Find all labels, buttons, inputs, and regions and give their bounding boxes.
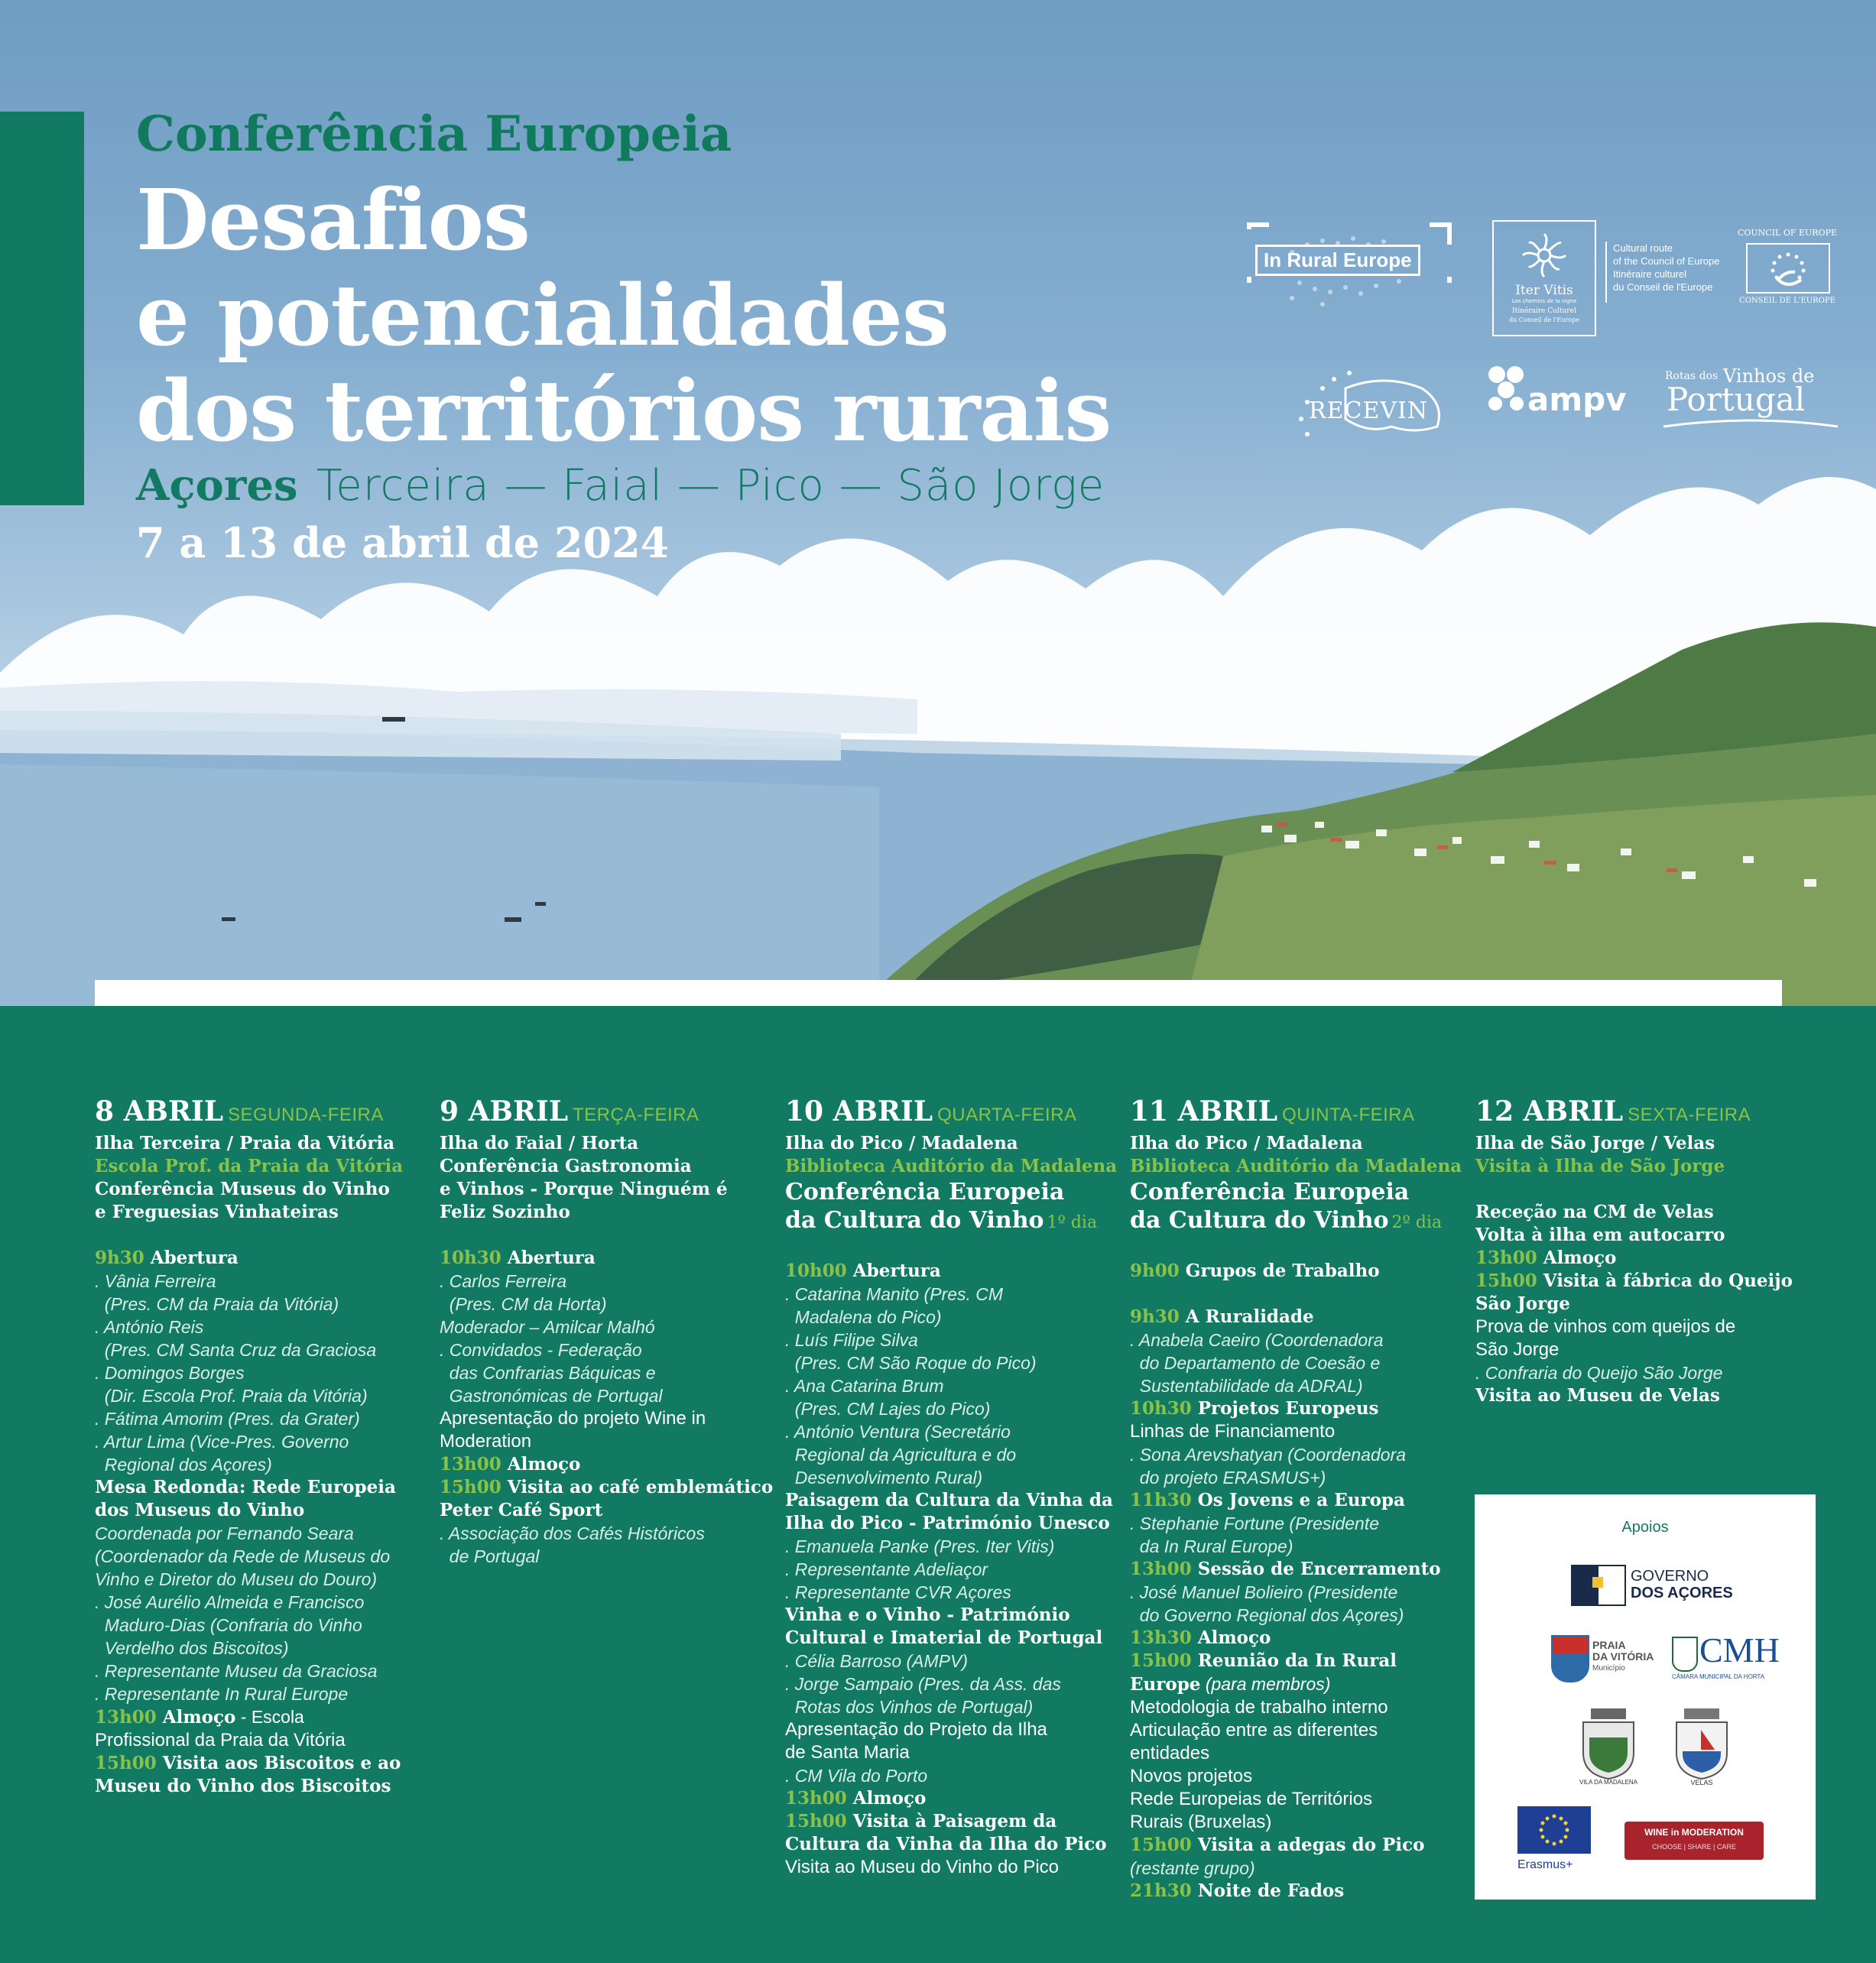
program-line: e Freguesias Vinhateiras [95,1202,339,1222]
program-item: Os Jovens e a Europa [1197,1490,1405,1510]
program-line: Apresentação do projeto Wine in [440,1408,706,1429]
spacer [1130,1237,1466,1260]
spacer [1130,1283,1466,1306]
eu-flag-icon [1517,1806,1591,1854]
program-line: . José Manuel Bolieiro (Presidente [1130,1582,1398,1602]
program-line: Museu do Vinho dos Biscoitos [95,1776,391,1796]
program-line: Rede Europeias de Territórios [1130,1789,1373,1809]
horta-shield-icon [1672,1637,1698,1672]
program-line: Linhas de Financiamento [1130,1421,1336,1442]
program-line: . Domingos Borges [95,1363,245,1383]
program-line: Prova de vinhos com queijos de [1475,1316,1736,1337]
program-line [1130,1306,1466,1329]
supporters-box [1475,1494,1816,1900]
event-dates: 7 a 13 de abril de 2024 [136,518,670,567]
day-date: 10 ABRIL [785,1095,933,1128]
program-line [785,1787,1121,1810]
program-line: Apresentação do Projeto da Ilha [785,1719,1047,1740]
program-line: (restante grupo) [1130,1858,1255,1878]
vine-sun-icon [1521,232,1567,278]
day-weekday: QUINTA-FEIRA [1282,1105,1415,1125]
program-line: Biblioteca Auditório da Madalena [785,1156,1118,1176]
program-line: de Santa Maria [785,1742,910,1763]
council-of-europe-logo: COUNCIL OF EUROPE CONSEIL DE L'EUROPE [1737,228,1838,305]
program-item: Almoço [1197,1627,1271,1648]
program-time: 10h30 [440,1248,501,1268]
program-line: Peter Café Sport [440,1500,603,1520]
program-item: Abertura [507,1248,596,1268]
program-line: Vinha e o Vinho - Património [785,1604,1070,1625]
program-line: Escola Prof. da Praia da Vitória [95,1156,404,1176]
event-title-line-2: e potencialidades [136,266,949,365]
program-line: Sustentabilidade da ADRAL) [1130,1376,1363,1396]
program-line: Visita à Ilha de São Jorge [1475,1156,1725,1176]
day-column [1475,1095,1812,1407]
program-time: 10h30 [1130,1398,1192,1419]
program-line: Conferência Museus do Vinho [95,1179,390,1199]
day-heading [440,1095,776,1132]
program-line: . Fátima Amorim (Pres. da Grater) [95,1409,360,1429]
program-line: . Associação dos Cafés Históricos [440,1523,705,1543]
program-line [95,1247,431,1270]
event-islands: Terceira — Faial — Pico — São Jorge [316,461,1105,511]
program-time: 13h00 [1475,1248,1537,1268]
program-time: 13h00 [1130,1559,1192,1579]
program-item: Abertura [150,1248,239,1268]
erasmus-logo: Erasmus+ [1517,1806,1591,1875]
program-line [1475,1247,1812,1270]
program-item: Visita aos Biscoitos e ao [162,1753,401,1773]
program-line: Regional da Agricultura e do [785,1445,1017,1465]
program-line: Gastronómicas de Portugal [440,1386,663,1406]
program-line: . Convidados - Federação [440,1340,642,1360]
day-weekday: TERÇA-FEIRA [573,1105,699,1125]
program-item: Visita a adegas do Pico [1197,1835,1425,1855]
spacer [95,1224,431,1247]
day-heading [95,1095,431,1132]
program-time: 13h30 [1130,1627,1192,1648]
madalena-crest-logo: VILA DA MADALENA [1574,1707,1643,1791]
program-line: . Sona Arevshatyan (Coordenadora [1130,1445,1406,1465]
conference-title [1130,1206,1466,1237]
program-line: São Jorge [1475,1339,1560,1360]
conference-title [785,1178,1121,1206]
day-heading [785,1095,1121,1132]
iter-vitis-logo: Iter Vitis Les chemins de la vigne Itinéraire Culturel du Conseil de l'Europe [1492,220,1596,336]
program-item: Sessão de Encerramento [1197,1559,1441,1579]
program-line: Coordenada por Fernando Seara [95,1523,354,1543]
velas-crest-logo: VELAS [1667,1707,1736,1791]
program-line [1130,1489,1466,1512]
program-line: (Pres. CM da Praia da Vitória) [95,1294,339,1314]
program-line: Madalena do Pico) [785,1307,942,1327]
program-line: . Jorge Sampaio (Pres. da Ass. das [785,1674,1061,1694]
program-line: Paisagem da Cultura da Vinha da [785,1490,1113,1510]
program-line [1130,1397,1466,1420]
event-title-line-3: dos territórios rurais [136,362,1112,460]
program-line: . Célia Barroso (AMPV) [785,1651,969,1671]
program-line: Rurais (Bruxelas) [1130,1812,1272,1832]
event-region: Açores [136,460,298,511]
program-item: A Ruralidade [1185,1306,1314,1327]
program-item: Europe [1130,1674,1201,1695]
program-item: Visita à Paisagem da [852,1811,1057,1832]
day-date: 8 ABRIL [95,1095,224,1128]
program-line: . António Ventura (Secretário [785,1422,1011,1442]
program-line: (Pres. CM São Roque do Pico) [785,1353,1037,1373]
azores-flag-icon [1571,1565,1626,1606]
day-date: 9 ABRIL [440,1095,569,1128]
program-line: do projeto ERASMUS+) [1130,1468,1326,1488]
program-line: Biblioteca Auditório da Madalena [1130,1156,1462,1176]
program-time: 9h00 [1130,1261,1180,1281]
conference-title [1130,1178,1466,1206]
day-heading [1475,1095,1812,1132]
program-line: Desenvolvimento Rural) [785,1468,983,1488]
conference-title-text: Conferência Europeia [1130,1179,1410,1205]
program-item: Almoço [852,1788,927,1809]
program-line [785,1810,1121,1833]
governo-acores-logo: GOVERNO DOS AÇORES [1571,1565,1724,1606]
program-item: Reunião da In Rural [1197,1650,1397,1671]
program-line: da In Rural Europe) [1130,1536,1293,1556]
program-time: 13h00 [785,1788,847,1809]
program-line: Regional dos Açores) [95,1455,272,1475]
program-item: Visita à fábrica do Queijo [1543,1270,1793,1291]
program-time: 15h00 [440,1477,501,1497]
program-item: Almoço [507,1454,581,1475]
program-line: Ilha do Pico - Património Unesco [785,1513,1110,1533]
program-line: . Artur Lima (Vice-Pres. Governo [95,1432,349,1452]
program-line [1130,1260,1466,1283]
accent-bar [0,112,84,505]
day-column [95,1095,431,1798]
program-line: Rotas dos Vinhos de Portugal) [785,1697,1034,1717]
day-column [1130,1095,1466,1903]
program-line [1130,1880,1466,1903]
program-time: 15h00 [1475,1270,1537,1291]
program-time: 13h00 [95,1707,157,1728]
program-line: . Representante CVR Açores [785,1582,1011,1602]
program-line: Cultural e Imaterial de Portugal [785,1627,1103,1648]
program-item: Noite de Fados [1197,1880,1345,1901]
program-line: Cultura da Vinha da Ilha do Pico [785,1834,1107,1854]
program-time: 10h00 [785,1261,847,1281]
conference-title-text: da Cultura do Vinho [1130,1207,1389,1234]
conference-title-text: da Cultura do Vinho [785,1207,1044,1234]
spacer [440,1224,776,1247]
program-line: (Coordenador da Rede de Museus do [95,1546,391,1566]
coe-flag-icon [1746,243,1830,294]
program-item: Almoço [162,1707,236,1728]
program-time: 21h30 [1130,1880,1192,1901]
praia-da-vitoria-logo: PRAIA DA VITÓRIA Município [1551,1635,1666,1682]
program-line: Visita ao Museu do Vinho do Pico [785,1857,1060,1877]
program-item: Almoço [1543,1248,1617,1268]
day-weekday: QUARTA-FEIRA [937,1105,1077,1125]
program-line: Maduro-Dias (Confraria do Vinho [95,1615,362,1635]
program-line: Visita ao Museu de Velas [1475,1385,1720,1406]
in-rural-europe-logo: In Rural Europe [1246,222,1452,313]
program-line [1130,1673,1466,1696]
conference-day-label: 2º dia [1391,1213,1443,1232]
program-line: do Departamento de Coesão e [1130,1353,1381,1373]
supporters-title: Apoios [1621,1519,1669,1536]
program-line: Metodologia de trabalho interno [1130,1697,1388,1718]
program-line [1130,1627,1466,1650]
program-item: Grupos de Trabalho [1185,1261,1380,1281]
day-date: 12 ABRIL [1475,1095,1624,1128]
program-line: Moderador – Amilcar Malhó [440,1317,655,1337]
program-line: Receção na CM de Velas [1475,1202,1714,1222]
spacer [1475,1178,1812,1201]
white-band [95,980,1782,1006]
event-kicker: Conferência Europeia [136,105,732,163]
spacer [785,1237,1121,1260]
program-time: 13h00 [440,1454,501,1475]
program-item: Projetos Europeus [1197,1398,1379,1419]
velas-crest-icon [1667,1707,1736,1780]
program-time: 11h30 [1130,1490,1192,1510]
program-line: . José Aurélio Almeida e Francisco [95,1592,365,1612]
program-line: do Governo Regional dos Açores) [1130,1605,1404,1625]
program-time: 15h00 [95,1753,157,1773]
program-line: São Jorge [1475,1293,1570,1314]
event-title-line-1: Desafios [136,170,530,269]
program-line: Articulação entre as diferentes [1130,1720,1378,1741]
program-line: . Luís Filipe Silva [785,1330,918,1350]
program-line [440,1476,776,1499]
madalena-crest-icon [1574,1707,1643,1780]
camara-horta-logo: CMH CÂMARA MUNICIPAL DA HORTA [1672,1630,1780,1680]
program-line: (Dir. Escola Prof. Praia da Vitória) [95,1386,368,1406]
program-time: 15h00 [1130,1650,1192,1671]
program-line: . Vânia Ferreira [95,1271,216,1291]
program-line [440,1247,776,1270]
program-line: . Representante Adeliaçor [785,1559,988,1579]
program-line: . Anabela Caeiro (Coordenadora [1130,1330,1384,1350]
program-item: Visita ao café emblemático [507,1477,774,1497]
program-line: Ilha do Faial / Horta [440,1133,639,1153]
program-line: Vinho e Diretor do Museu do Douro) [95,1569,378,1589]
program-line: Volta à ilha em autocarro [1475,1225,1725,1245]
cultural-route-label: Cultural route of the Council of Europe Itinéraire culturel du Conseil de l'Europe [1605,242,1743,303]
program-line: (Pres. CM Santa Cruz da Graciosa [95,1340,377,1360]
program-line: e Vinhos - Porque Ninguém é [440,1179,728,1199]
program-line: Feliz Sozinho [440,1202,570,1222]
program-line [1130,1834,1466,1857]
program-line: . CM Vila do Porto [785,1766,928,1786]
program-item: Abertura [852,1261,941,1281]
program-line: Ilha do Pico / Madalena [1130,1133,1363,1153]
program-time: 9h30 [1130,1306,1180,1327]
conference-day-label: 1º dia [1047,1213,1098,1232]
program-note: (para membros) [1200,1674,1331,1694]
program-line: dos Museus do Vinho [95,1500,305,1520]
day-heading [1130,1095,1466,1132]
program-line [95,1752,431,1775]
program-time: 15h00 [785,1811,847,1832]
day-column [785,1095,1121,1879]
day-weekday: SEGUNDA-FEIRA [228,1105,384,1125]
conference-title-text: Conferência Europeia [785,1179,1065,1205]
program-line [1130,1558,1466,1581]
praia-shield-icon [1551,1635,1589,1682]
program-line: (Pres. CM da Horta) [440,1294,607,1314]
program-line: . Representante Museu da Graciosa [95,1661,378,1681]
rotas-vinhos-portugal-logo: Rotas dos Vinhos de Portugal [1659,365,1842,434]
program-line: . Stephanie Fortune (Presidente [1130,1514,1380,1533]
program-line: Profissional da Praia da Vitória [95,1730,346,1750]
program-line: . Representante In Rural Europe [95,1684,349,1704]
program-line: Mesa Redonda: Rede Europeia [95,1477,396,1497]
program-note: - Escola [235,1707,304,1727]
wine-in-moderation-logo: WINE in MODERATION CHOOSE | SHARE | CARE [1624,1822,1764,1860]
program-line [1475,1270,1812,1293]
program-line: . Carlos Ferreira [440,1271,567,1291]
recevin-logo: RECEVIN [1292,365,1460,442]
conference-title [785,1206,1121,1237]
program-line: Verdelho dos Biscoitos) [95,1638,289,1658]
program-line: Novos projetos [1130,1766,1253,1786]
program-line: Moderation [440,1431,532,1452]
program-line: de Portugal [440,1546,540,1566]
program-line [95,1705,431,1729]
program-time: 9h30 [95,1248,144,1268]
program-line: (Pres. CM Lajes do Pico) [785,1399,991,1419]
program-line: Ilha do Pico / Madalena [785,1133,1018,1153]
program-line: . Ana Catarina Brum [785,1376,944,1396]
program-line [440,1453,776,1476]
program-line [785,1260,1121,1283]
program-line: . Catarina Manito (Pres. CM [785,1284,1004,1304]
grape-icon [1486,364,1532,417]
program-line: Ilha de São Jorge / Velas [1475,1133,1715,1153]
program-line: . Emanuela Panke (Pres. Iter Vitis) [785,1536,1055,1556]
program-time: 15h00 [1130,1835,1192,1855]
program-line: das Confrarias Báquicas e [440,1363,656,1383]
day-column [440,1095,776,1568]
program-line: . Confraria do Queijo São Jorge [1475,1363,1723,1383]
day-weekday: SEXTA-FEIRA [1628,1105,1751,1125]
program-line: Conferência Gastronomia [440,1156,692,1176]
program-line: entidades [1130,1743,1210,1763]
ampv-logo: ampv [1486,364,1624,433]
program-line [1130,1650,1466,1673]
event-places [136,460,1105,511]
day-date: 11 ABRIL [1130,1095,1278,1128]
program-line: . António Reis [95,1317,204,1337]
program-line: Ilha Terceira / Praia da Vitória [95,1133,395,1153]
